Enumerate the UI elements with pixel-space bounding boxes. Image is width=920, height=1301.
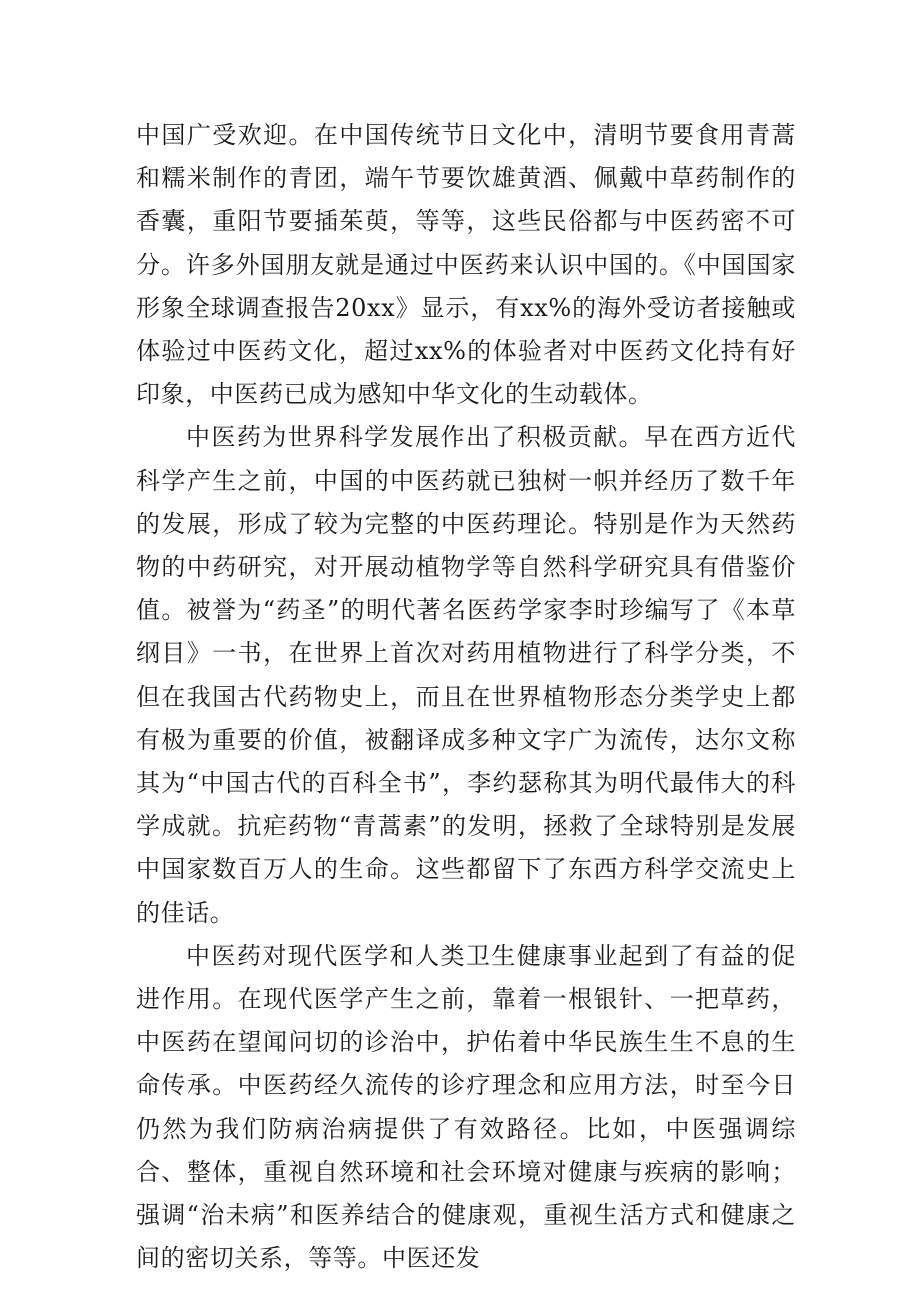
paragraph-1: 中国广受欢迎。在中国传统节日文化中，清明节要食用青蒿和糯米制作的青团，端午节要饮雄黄酒、佩戴中草药制作的香囊，重阳节要插茱萸，等等，这些民俗都与中医药密不可分。许多外国朋友就是通过中医药来认识中国的。《中国国家形象全球调查报告20xx》显示，有xx%的海外受访者接触或体验过中医药文化，超过xx%的体验者对中医药文化持有好印象，中医药已成为感知中华文化的生动载体。 — [136, 121, 796, 409]
paragraph-2: 中医药为世界科学发展作出了积极贡献。早在西方近代科学产生之前，中国的中医药就已独树一帜并经历了数千年的发展，形成了较为完整的中医药理论。特别是作为天然药物的中药研究，对开展动植物学等自然科学研究具有借鉴价值。被誉为“药圣”的明代著名医药学家李时珍编写了《本草纲目》一书，在世界上首次对药用植物进行了科学分类，不但在我国古代药物史上，而且在世界植物形态分类学史上都有极为重要的价值，被翻译成多种文字广为流传，达尔文称其为“中国古代的百科全书”，李约瑟称其为明代最伟大的科学成就。抗疟药物“青蒿素”的发明，拯救了全球特别是发展中国家数百万人的生命。这些都留下了东西方科学交流史上的佳话。 — [136, 423, 796, 927]
paragraph-3: 中医药对现代医学和人类卫生健康事业起到了有益的促进作用。在现代医学产生之前，靠着一根银针、一把草药，中医药在望闻问切的诊治中，护佑着中华民族生生不息的生命传承。中医药经久流传的诊疗理念和应用方法，时至今日仍然为我们防病治病提供了有效路径。比如，中医强调综合、整体，重视自然环境和社会环境对健康与疾病的影响；强调“治未病”和医养结合的健康观，重视生活方式和健康之间的密切关系，等等。中医还发 — [136, 941, 796, 1273]
document-body — [136, 114, 796, 1280]
